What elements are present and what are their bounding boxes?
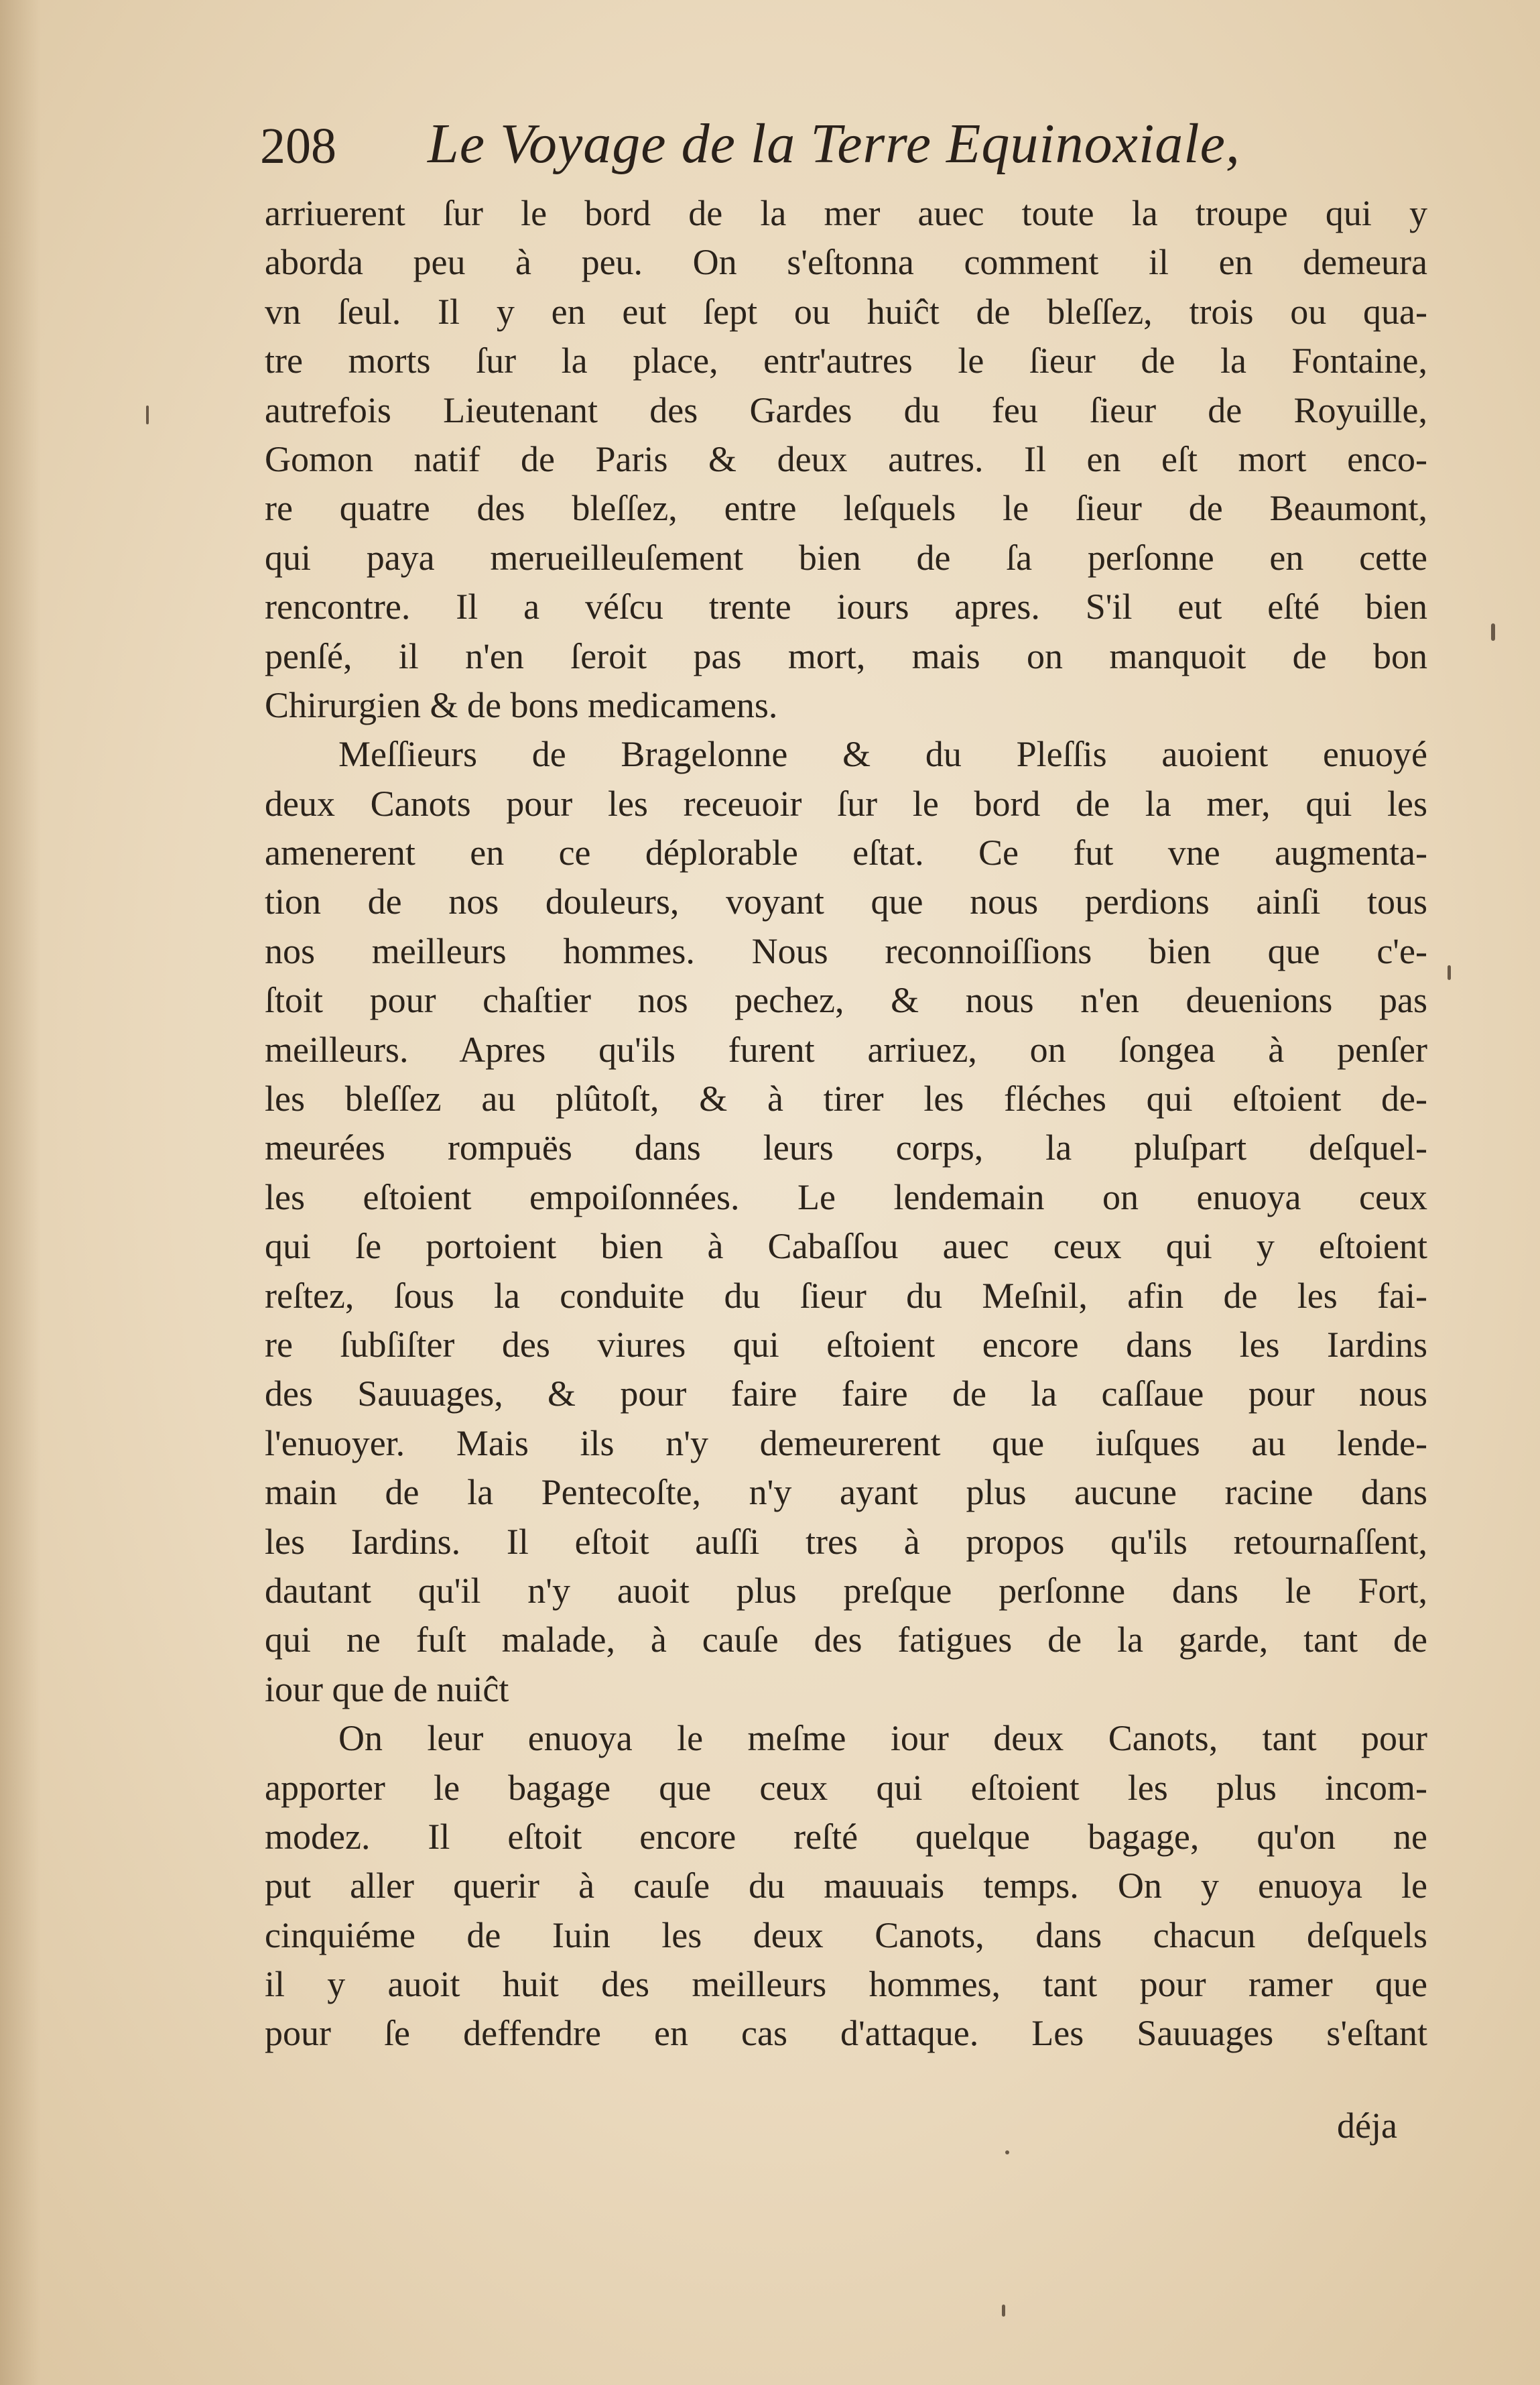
text-line: les bleſſez au plûtoſt, & à tirer les fléches qui eſtoient de- [265, 1079, 1427, 1119]
paragraph-2 [265, 730, 1427, 1714]
text-line: dautant qu'il n'y auoit plus preſque perſonne dans le Fort, [265, 1570, 1427, 1611]
paper-speck [1448, 965, 1451, 980]
text-line: re quatre des bleſſez, entre leſquels le ſieur de Beaumont, [265, 488, 1427, 529]
text-line: des Sauuages, & pour faire faire de la caſſaue pour nous [265, 1373, 1427, 1414]
text-line: tre morts ſur la place, entr'autres le ſieur de la Fontaine, [265, 341, 1427, 381]
text-line: les Iardins. Il eſtoit auſſi tres à propos qu'ils retournaſſent, [265, 1521, 1427, 1562]
text-line: tion de nos douleurs, voyant que nous perdions ainſi tous [265, 881, 1427, 922]
text-line: qui paya merueilleuſement bien de ſa perſonne en cette [265, 537, 1427, 578]
body-text [265, 189, 1427, 2059]
text-line: Gomon natif de Paris & deux autres. Il en eſt mort enco- [265, 438, 1427, 479]
paper-speck [1002, 2305, 1005, 2317]
running-title: Le Voyage de la Terre Equinoxiale, [428, 113, 1240, 175]
text-line: re ſubſiſter des viures qui eſtoient encore dans les Iardins [265, 1324, 1427, 1365]
text-line: Meſſieurs de Bragelonne & du Pleſſis auoient enuoyé [338, 734, 1427, 775]
text-line: apporter le bagage que ceux qui eſtoient les plus incom- [265, 1767, 1427, 1808]
text-line: pour ſe deffendre en cas d'attaque. Les Sauuages s'eſtant [265, 2013, 1427, 2054]
text-line: ſtoit pour chaſtier nos pechez, & nous n'en deuenions pas [265, 980, 1427, 1021]
text-line: amenerent en ce déplorable eſtat. Ce fut vne augmenta- [265, 833, 1427, 873]
paper-speck [146, 406, 149, 424]
text-line: reſtez, ſous la conduite du ſieur du Meſnil, afin de les fai- [265, 1275, 1427, 1316]
text-line: penſé, il n'en ſeroit pas mort, mais on manquoit de bon [265, 635, 1427, 676]
text-line: l'enuoyer. Mais ils n'y demeurerent que iuſques au lende- [265, 1422, 1427, 1463]
gutter-shadow [0, 0, 40, 2385]
text-line: deux Canots pour les receuoir ſur le bord de la mer, qui les [265, 783, 1427, 824]
text-line: main de la Pentecoſte, n'y ayant plus aucune racine dans [265, 1472, 1427, 1513]
text-line: cinquiéme de Iuin les deux Canots, dans chacun deſquels [265, 1914, 1427, 1955]
text-line: qui ne fuſt malade, à cauſe des fatigues de la garde, tant de [265, 1619, 1427, 1660]
paragraph-1 [265, 189, 1427, 730]
text-line: aborda peu à peu. On s'eſtonna comment il en demeura [265, 242, 1427, 283]
paragraph-3 [265, 1714, 1427, 2059]
text-line: autrefois Lieutenant des Gardes du feu ſieur de Royuille, [265, 389, 1427, 430]
text-line: On leur enuoya le meſme iour deux Canots, tant pour [338, 1718, 1427, 1759]
text-line: iour que de nuiĉt [265, 1668, 509, 1709]
page-number: 208 [260, 118, 336, 174]
text-line: nos meilleurs hommes. Nous reconnoiſſions bien que c'e- [265, 930, 1427, 971]
text-line: meurées rompuës dans leurs corps, la pluſpart deſquel- [265, 1127, 1427, 1168]
paper-speck [1005, 2150, 1009, 2154]
text-line: vn ſeul. Il y en eut ſept ou huiĉt de bleſſez, trois ou qua- [265, 291, 1427, 332]
text-line: meilleurs. Apres qu'ils furent arriuez, on ſongea à penſer [265, 1029, 1427, 1070]
text-line: Chirurgien & de bons medicamens. [265, 684, 778, 725]
page-header [260, 107, 1305, 188]
catchword: déja [1337, 2105, 1397, 2146]
text-line: il y auoit huit des meilleurs hommes, tant pour ramer que [265, 1964, 1427, 2005]
text-line: rencontre. Il a véſcu trente iours apres. S'il eut eſté bien [265, 587, 1427, 627]
text-line: put aller querir à cauſe du mauuais temps. On y enuoya le [265, 1866, 1427, 1906]
text-line: les eſtoient empoiſonnées. Le lendemain on enuoya ceux [265, 1176, 1427, 1217]
paper-speck [1491, 623, 1495, 641]
text-line: qui ſe portoient bien à Cabaſſou auec ceux qui y eſtoient [265, 1226, 1427, 1267]
text-line: modez. Il eſtoit encore reſté quelque bagage, qu'on ne [265, 1816, 1427, 1857]
text-line: arriuerent ſur le bord de la mer auec toute la troupe qui y [265, 193, 1427, 233]
